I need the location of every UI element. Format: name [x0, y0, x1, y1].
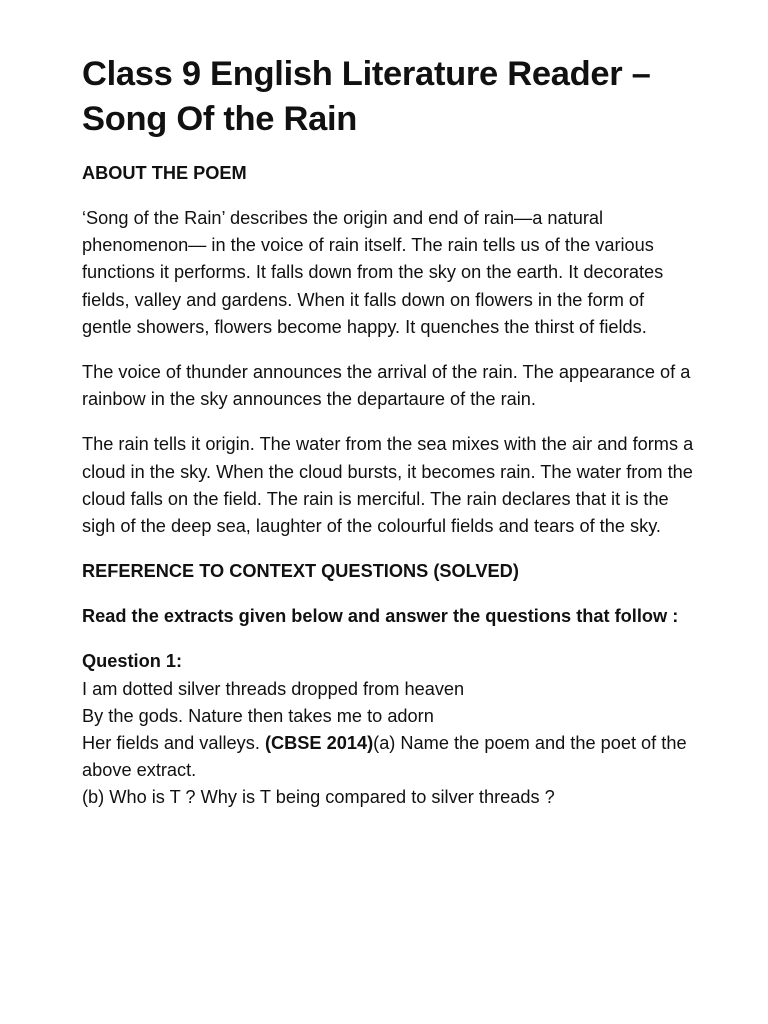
extract-line-3-text: Her fields and valleys. [82, 733, 265, 754]
page-title: Class 9 English Literature Reader – Song Of the Rain [82, 55, 651, 138]
extract-line-1: I am dotted silver threads dropped from heaven [82, 678, 465, 699]
instruction-text: Read the extracts given below and answer the questions that follow : [82, 606, 679, 627]
about-heading: ABOUT THE POEM [82, 163, 247, 183]
source-tag: (CBSE 2014) [264, 733, 374, 754]
question-1 [82, 648, 694, 811]
extract-line-2: By the gods. Nature then takes me to adorn [82, 705, 434, 726]
sub-question-a: (a) Name the poem and the poet of the above extract. [82, 733, 687, 781]
extract-line-3 [82, 730, 694, 784]
paragraph-1: ‘Song of the Rain’ describes the origin and end of rain—a natural phenomenon— in the voice of rain itself. The rain tells us of the various functions it performs. It falls down from the sky on the earth. It decorates fields, valley and gardens. When it falls down on flowers in the form of gentle showers, flowers become happy. It quenches the thirst of fields. [82, 208, 664, 337]
sub-question-b: (b) Who is T ? Why is T being compared to silver threads ? [82, 787, 555, 808]
rtc-heading: REFERENCE TO CONTEXT QUESTIONS (SOLVED) [82, 561, 519, 582]
paragraph-3: The rain tells it origin. The water from the sea mixes with the air and forms a cloud in the sky. When the cloud bursts, it becomes rain. The water from the cloud falls on the field. The rain is merciful. The rain declares that it is the sigh of the deep sea, laughter of the colourful fields and tears of the sky. [82, 434, 694, 537]
question-label: Question 1: [82, 651, 183, 672]
paragraph-2: The voice of thunder announces the arrival of the rain. The appearance of a rainbow in the sky announces the departaure of the rain. [82, 362, 691, 410]
article [82, 52, 694, 812]
